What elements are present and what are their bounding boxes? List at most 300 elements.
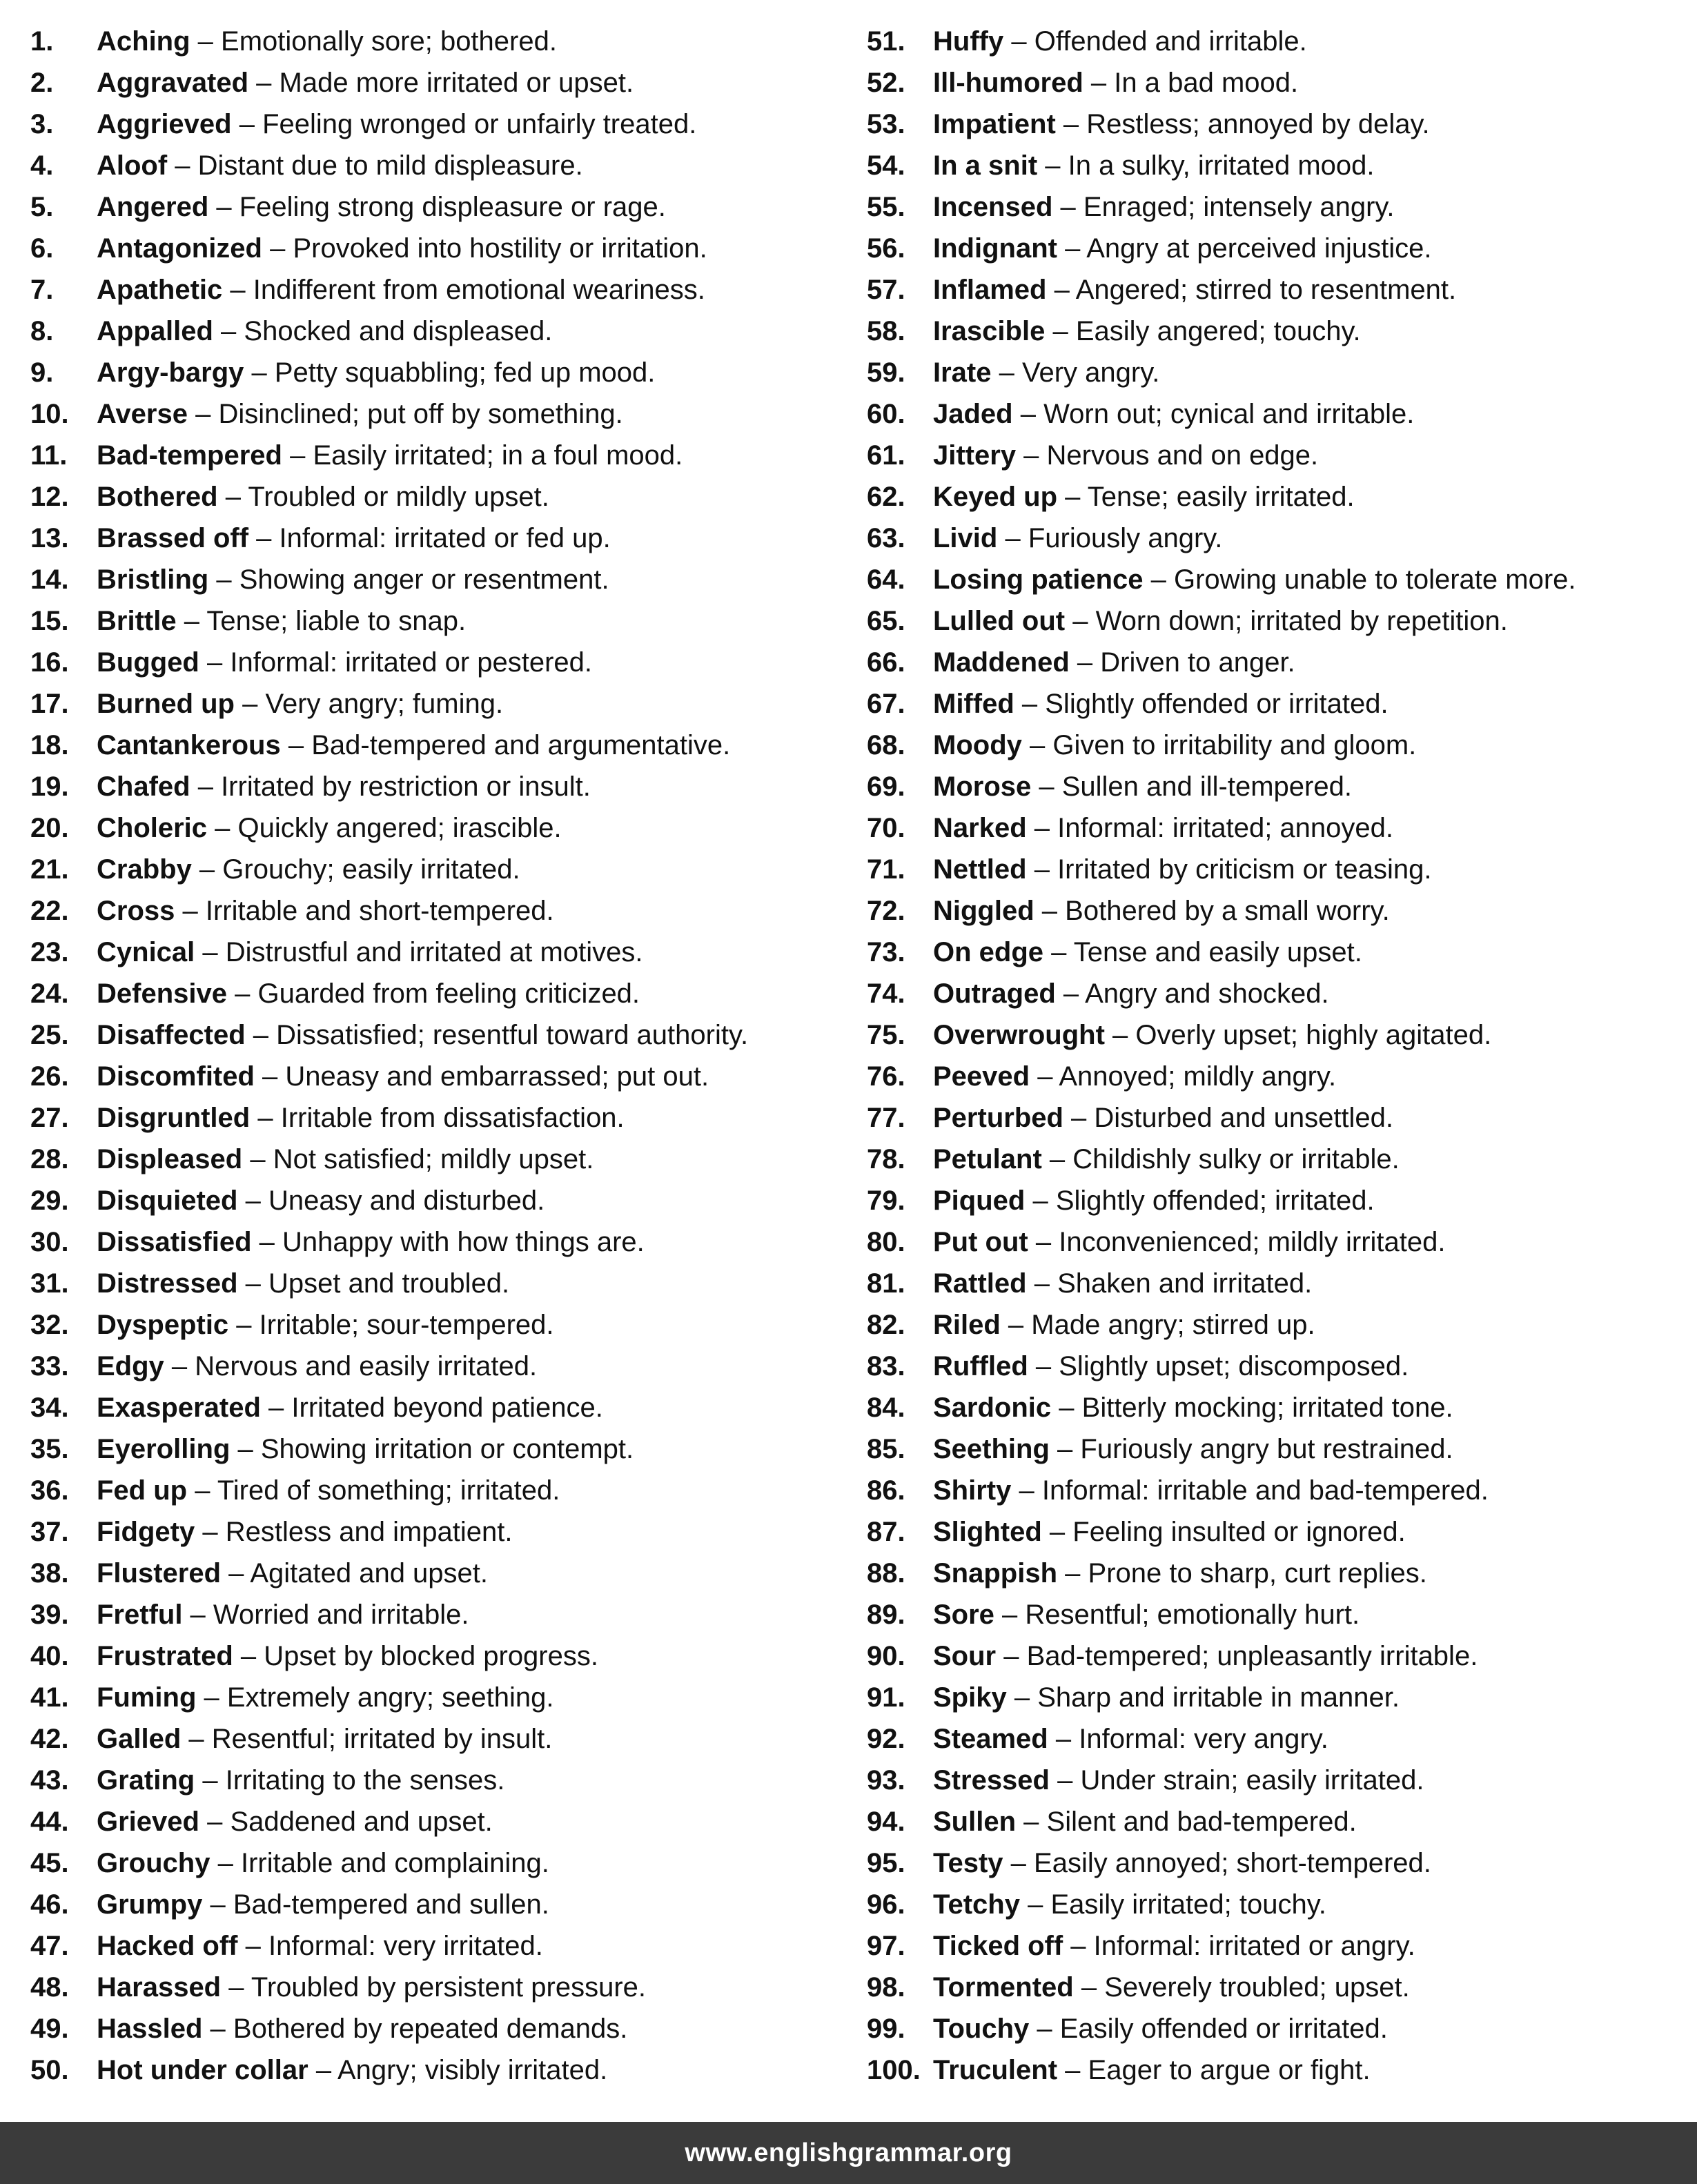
item-number: 73. [867, 937, 905, 967]
item-number: 12. [30, 482, 69, 512]
item-body [933, 683, 1389, 725]
item-separator: – [237, 1186, 268, 1216]
item-separator: – [1049, 1434, 1081, 1464]
item-term: Jittery [933, 440, 1017, 471]
item-number: 5. [30, 192, 54, 222]
item-separator: – [1057, 233, 1087, 264]
item-separator: – [1073, 1972, 1105, 2003]
item-definition: Restless and impatient. [225, 1517, 513, 1547]
list-item [867, 766, 1688, 807]
list-item [867, 2049, 1688, 2091]
item-separator: – [248, 523, 279, 553]
item-separator: – [1057, 1558, 1088, 1588]
item-body [933, 1553, 1427, 1594]
item-definition: Showing anger or resentment. [239, 564, 609, 595]
item-number: 63. [867, 523, 905, 553]
list-item [867, 104, 1688, 145]
item-definition: Resentful; emotionally hurt. [1025, 1600, 1360, 1630]
item-term: Miffed [933, 689, 1014, 719]
item-definition: Very angry; fuming. [265, 689, 504, 719]
list-item [30, 1180, 845, 1221]
list-item [867, 393, 1688, 435]
item-body [97, 1594, 469, 1635]
item-term: Losing patience [933, 564, 1144, 595]
item-separator: – [187, 399, 219, 429]
item-number: 6. [30, 233, 54, 264]
item-number: 44. [30, 1807, 69, 1837]
list-item [30, 1842, 845, 1884]
item-definition: Informal: very angry. [1079, 1724, 1328, 1754]
list-item [867, 683, 1688, 725]
list-item [30, 807, 845, 849]
list-item [867, 973, 1688, 1014]
item-term: Narked [933, 813, 1027, 843]
list-item [867, 145, 1688, 186]
footer-bar [0, 2122, 1697, 2184]
item-separator: – [250, 1103, 281, 1133]
item-number: 85. [867, 1434, 905, 1464]
item-separator: – [237, 1931, 268, 1961]
item-number: 37. [30, 1517, 69, 1547]
list-item [867, 642, 1688, 683]
item-body [933, 600, 1508, 642]
item-term: Galled [97, 1724, 182, 1754]
item-number: 2. [30, 68, 54, 98]
item-number: 35. [30, 1434, 69, 1464]
item-definition: Severely troubled; upset. [1104, 1972, 1410, 2003]
item-number: 9. [30, 357, 54, 388]
item-definition: Bad-tempered; unpleasantly irritable. [1026, 1641, 1478, 1671]
list-item [30, 1967, 845, 2008]
item-definition: Irritable and short-tempered. [205, 896, 554, 926]
item-definition: Bothered by repeated demands. [233, 2014, 628, 2044]
item-body [97, 1801, 493, 1842]
item-definition: Irritable; sour-tempered. [259, 1310, 554, 1340]
item-definition: Feeling strong displeasure or rage. [239, 192, 666, 222]
item-body [933, 186, 1395, 228]
item-separator: – [191, 854, 223, 885]
item-separator: – [176, 606, 207, 636]
item-body [97, 311, 552, 352]
item-separator: – [1016, 1807, 1047, 1837]
item-separator: – [1057, 2055, 1088, 2085]
item-number: 83. [867, 1351, 905, 1381]
list-item [30, 228, 845, 269]
item-definition: Furiously angry. [1028, 523, 1223, 553]
item-number: 42. [30, 1724, 69, 1754]
item-body [97, 766, 591, 807]
item-number: 25. [30, 1020, 69, 1050]
item-number: 32. [30, 1310, 69, 1340]
item-separator: – [226, 978, 258, 1009]
item-separator: – [244, 357, 275, 388]
list-item [867, 352, 1688, 393]
item-body [97, 1718, 552, 1760]
item-separator: – [1026, 1268, 1058, 1299]
list-item [30, 890, 845, 932]
item-term: Keyed up [933, 482, 1058, 512]
item-term: Displeased [97, 1144, 243, 1174]
item-separator: – [208, 564, 239, 595]
item-number: 71. [867, 854, 905, 885]
list-item [30, 932, 845, 973]
item-number: 40. [30, 1641, 69, 1671]
item-term: Perturbed [933, 1103, 1063, 1133]
item-definition: Bothered by a small worry. [1065, 896, 1390, 926]
item-separator: – [308, 2055, 337, 2085]
item-separator: – [1063, 1103, 1095, 1133]
item-term: Jaded [933, 399, 1013, 429]
item-number: 90. [867, 1641, 905, 1671]
item-separator: – [1045, 316, 1076, 346]
item-body [933, 849, 1431, 890]
list-item [867, 1056, 1688, 1097]
list-item [30, 1014, 845, 1056]
item-body [933, 1221, 1446, 1263]
item-number: 78. [867, 1144, 905, 1174]
list-item [30, 2049, 845, 2091]
item-separator: – [228, 1310, 259, 1340]
item-number: 24. [30, 978, 69, 1009]
item-definition: Worried and irritable. [213, 1600, 469, 1630]
item-term: Fidgety [97, 1517, 195, 1547]
item-definition: Dissatisfied; resentful toward authority. [276, 1020, 749, 1050]
item-number: 87. [867, 1517, 905, 1547]
list-item [867, 1967, 1688, 2008]
item-term: Bugged [97, 647, 199, 678]
item-term: Defensive [97, 978, 227, 1009]
item-number: 10. [30, 399, 69, 429]
item-separator: – [167, 150, 198, 181]
list-item [867, 311, 1688, 352]
item-separator: – [1016, 440, 1047, 471]
item-body [933, 807, 1393, 849]
item-definition: Made more irritated or upset. [279, 68, 634, 98]
item-definition: Overly upset; highly agitated. [1135, 1020, 1492, 1050]
item-term: Sardonic [933, 1393, 1052, 1423]
item-definition: Worn down; irritated by repetition. [1095, 606, 1508, 636]
item-definition: Troubled or mildly upset. [248, 482, 549, 512]
item-definition: Emotionally sore; bothered. [221, 26, 557, 57]
item-definition: Easily offended or irritated. [1059, 2014, 1388, 2044]
item-number: 50. [30, 2055, 69, 2085]
item-term: Choleric [97, 813, 208, 843]
item-definition: Saddened and upset. [230, 1807, 493, 1837]
item-body [933, 145, 1375, 186]
item-term: Inflamed [933, 275, 1047, 305]
item-definition: Informal: irritated or pestered. [230, 647, 593, 678]
list-item [30, 1718, 845, 1760]
item-definition: Sharp and irritable in manner. [1037, 1682, 1400, 1713]
item-separator: – [1055, 978, 1086, 1009]
list-item [30, 1097, 845, 1139]
item-term: Livid [933, 523, 998, 553]
item-number: 74. [867, 978, 905, 1009]
item-definition: Angry; visibly irritated. [337, 2055, 608, 2085]
item-number: 66. [867, 647, 905, 678]
item-body [97, 642, 592, 683]
item-body [97, 725, 730, 766]
item-separator: – [280, 730, 312, 760]
item-definition: Shaken and irritated. [1057, 1268, 1313, 1299]
item-body [97, 1097, 625, 1139]
list-item [867, 890, 1688, 932]
item-definition: Irritating to the senses. [225, 1765, 505, 1796]
item-term: Cross [97, 896, 175, 926]
list-item [867, 435, 1688, 476]
list-item [867, 1801, 1688, 1842]
item-separator: – [1003, 1848, 1034, 1878]
list-item [867, 849, 1688, 890]
item-separator: – [222, 275, 253, 305]
item-term: Bothered [97, 482, 218, 512]
list-item [867, 1677, 1688, 1718]
item-separator: – [1048, 1724, 1079, 1754]
item-separator: – [1052, 192, 1083, 222]
item-term: Spiky [933, 1682, 1007, 1713]
item-definition: Indifferent from emotional weariness. [253, 275, 705, 305]
item-definition: Feeling insulted or ignored. [1072, 1517, 1406, 1547]
item-term: Sullen [933, 1807, 1017, 1837]
item-definition: Restless; annoyed by delay. [1086, 109, 1430, 139]
item-term: In a snit [933, 150, 1038, 181]
item-definition: Agitated and upset. [250, 1558, 489, 1588]
item-separator: – [251, 1227, 283, 1257]
item-number: 31. [30, 1268, 69, 1299]
item-separator: – [202, 2014, 233, 2044]
item-body [97, 1884, 549, 1925]
item-definition: Nervous and on edge. [1046, 440, 1319, 471]
item-number: 75. [867, 1020, 905, 1050]
item-body [933, 1511, 1406, 1553]
list-item [30, 1594, 845, 1635]
item-separator: – [1043, 937, 1074, 967]
item-separator: – [1025, 1186, 1056, 1216]
item-term: Shirty [933, 1475, 1012, 1506]
item-body [933, 1180, 1375, 1221]
item-number: 14. [30, 564, 69, 595]
item-body [933, 311, 1361, 352]
item-body [933, 269, 1456, 311]
item-number: 26. [30, 1061, 69, 1092]
item-definition: Showing irritation or contempt. [260, 1434, 634, 1464]
item-term: Lulled out [933, 606, 1066, 636]
item-body [933, 725, 1416, 766]
item-definition: Quickly angered; irascible. [237, 813, 562, 843]
item-term: Peeved [933, 1061, 1030, 1092]
item-body [97, 393, 623, 435]
list-item [867, 1263, 1688, 1304]
item-separator: – [994, 1600, 1026, 1630]
item-number: 11. [30, 440, 68, 471]
item-number: 47. [30, 1931, 69, 1961]
item-definition: Slightly offended or irritated. [1045, 689, 1389, 719]
item-number: 38. [30, 1558, 69, 1588]
item-body [933, 890, 1390, 932]
item-definition: Tense; easily irritated. [1087, 482, 1355, 512]
item-definition: Childishly sulky or irritable. [1072, 1144, 1400, 1174]
item-number: 76. [867, 1061, 905, 1092]
item-separator: – [997, 523, 1028, 553]
item-term: Aggrieved [97, 109, 232, 139]
item-separator: – [1030, 1061, 1059, 1092]
item-body [933, 2049, 1371, 2091]
item-number: 94. [867, 1807, 905, 1837]
item-definition: Bad-tempered and argumentative. [311, 730, 731, 760]
item-separator: – [1031, 771, 1062, 802]
item-number: 82. [867, 1310, 905, 1340]
item-separator: – [1021, 730, 1053, 760]
item-body [97, 683, 503, 725]
item-separator: – [282, 440, 313, 471]
item-body [97, 973, 640, 1014]
item-definition: Bad-tempered and sullen. [233, 1889, 549, 1920]
item-definition: Tired of something; irritated. [217, 1475, 560, 1506]
list-item [30, 642, 845, 683]
list-item [867, 1594, 1688, 1635]
item-term: Hot under collar [97, 2055, 308, 2085]
item-separator: – [199, 647, 230, 678]
item-definition: Disinclined; put off by something. [218, 399, 623, 429]
item-separator: – [1049, 1765, 1081, 1796]
list-item [30, 1304, 845, 1346]
item-separator: – [1055, 109, 1087, 139]
item-number: 46. [30, 1889, 69, 1920]
list-item [867, 1346, 1688, 1387]
list-item [867, 1180, 1688, 1221]
item-body [97, 2008, 627, 2049]
item-separator: – [1011, 1475, 1042, 1506]
list-item [867, 269, 1688, 311]
item-body [97, 435, 683, 476]
item-number: 92. [867, 1724, 905, 1754]
item-body [97, 228, 707, 269]
item-definition: Not satisfied; mildly upset. [273, 1144, 594, 1174]
list-item [867, 1139, 1688, 1180]
item-separator: – [1000, 1310, 1032, 1340]
item-separator: – [195, 1765, 226, 1796]
list-item [867, 1470, 1688, 1511]
item-term: Niggled [933, 896, 1034, 926]
list-item [30, 1346, 845, 1387]
item-term: Steamed [933, 1724, 1048, 1754]
item-separator: – [1014, 689, 1046, 719]
item-separator: – [1143, 564, 1174, 595]
item-body [97, 1056, 709, 1097]
item-separator: – [1041, 1144, 1073, 1174]
list-item [867, 1842, 1688, 1884]
item-body [97, 2049, 607, 2091]
item-body [97, 1428, 634, 1470]
list-item [30, 1925, 845, 1967]
item-definition: Informal: irritable and bad-tempered. [1041, 1475, 1489, 1506]
list-item [867, 1428, 1688, 1470]
item-term: Hacked off [97, 1931, 238, 1961]
list-item [867, 228, 1688, 269]
item-term: Grieved [97, 1807, 199, 1837]
item-body [97, 1925, 543, 1967]
list-item [867, 1718, 1688, 1760]
item-term: Seething [933, 1434, 1050, 1464]
item-body [97, 807, 562, 849]
item-body [933, 2008, 1388, 2049]
list-item [30, 1677, 845, 1718]
item-term: Stressed [933, 1765, 1050, 1796]
item-separator: – [217, 482, 248, 512]
item-number: 60. [867, 399, 905, 429]
item-separator: – [245, 1020, 277, 1050]
item-term: Touchy [933, 2014, 1030, 2044]
item-number: 55. [867, 192, 905, 222]
item-definition: Inconvenienced; mildly irritated. [1059, 1227, 1446, 1257]
item-body [97, 145, 583, 186]
list-item [30, 1760, 845, 1801]
item-number: 43. [30, 1765, 69, 1796]
item-term: Discomfited [97, 1061, 255, 1092]
item-number: 39. [30, 1600, 69, 1630]
item-number: 19. [30, 771, 69, 802]
item-number: 51. [867, 26, 905, 57]
item-body [97, 1967, 646, 2008]
item-definition: Eager to argue or fight. [1088, 2055, 1371, 2085]
item-term: Irascible [933, 316, 1046, 346]
list-item [867, 1014, 1688, 1056]
item-body [933, 1594, 1360, 1635]
item-body [933, 1925, 1415, 1967]
item-number: 8. [30, 316, 54, 346]
list-item [867, 725, 1688, 766]
item-definition: Tense and easily upset. [1073, 937, 1362, 967]
item-term: Antagonized [97, 233, 262, 264]
item-number: 48. [30, 1972, 69, 2003]
item-separator: – [242, 1144, 273, 1174]
item-term: Maddened [933, 647, 1070, 678]
item-separator: – [1019, 1889, 1051, 1920]
list-item [867, 2008, 1688, 2049]
item-body [97, 352, 655, 393]
item-body [933, 1428, 1453, 1470]
item-term: Angered [97, 192, 209, 222]
item-definition: Easily annoyed; short-tempered. [1034, 1848, 1431, 1878]
item-body [933, 1014, 1491, 1056]
item-number: 28. [30, 1144, 69, 1174]
item-term: Averse [97, 399, 188, 429]
item-body [933, 973, 1329, 1014]
list-item [867, 1553, 1688, 1594]
item-separator: – [234, 689, 266, 719]
item-separator: – [1051, 1393, 1082, 1423]
item-body [97, 1180, 545, 1221]
item-body [97, 1304, 554, 1346]
item-separator: – [248, 68, 279, 98]
item-body [933, 435, 1318, 476]
item-definition: In a bad mood. [1114, 68, 1299, 98]
item-separator: – [190, 771, 222, 802]
item-term: Ticked off [933, 1931, 1063, 1961]
item-term: Snappish [933, 1558, 1058, 1588]
item-body [97, 1677, 553, 1718]
item-term: Grouchy [97, 1848, 210, 1878]
item-body [933, 352, 1159, 393]
item-term: Huffy [933, 26, 1004, 57]
list-item [30, 1221, 845, 1263]
list-item [30, 1387, 845, 1428]
item-body [933, 393, 1414, 435]
item-body [97, 1470, 560, 1511]
item-definition: Irritated by criticism or teasing. [1057, 854, 1432, 885]
list-item [867, 1760, 1688, 1801]
item-term: Cantankerous [97, 730, 281, 760]
